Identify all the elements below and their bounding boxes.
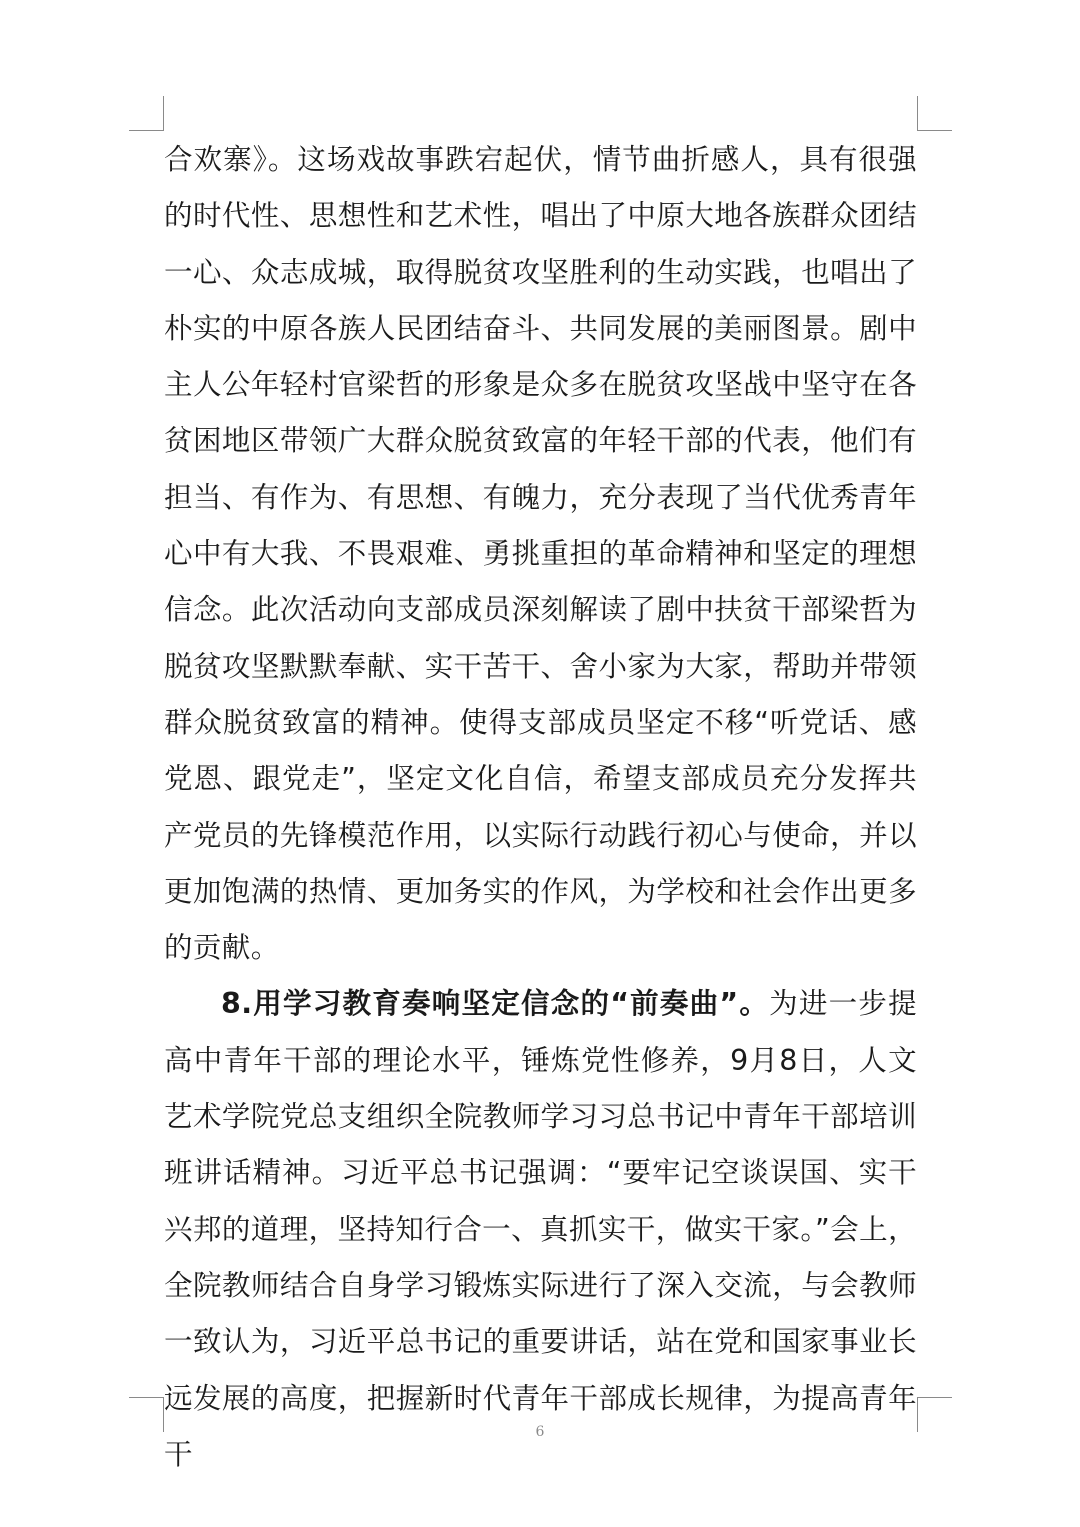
crop-mark-top-left: [129, 96, 164, 131]
crop-mark-top-right: [917, 96, 952, 131]
section-8-body: 为进一步提高中青年干部的理论水平，锤炼党性修养，9月8日，人文艺术学院党总支组织全院教师学习习总书记中青年干部培训班讲话精神。习近平总书记强调：“要牢记空谈误国、实干兴邦的道理，坚持知行合一、真抓实干，做实干家。”会上，全院教师结合自身学习锻炼实际进行了深入交流，与会教师一致认为，习近平总书记的重要讲话，站在党和国家事业长远发展的高度，把握新时代青年干部成长规律，为提高青年干: [164, 987, 917, 1471]
section-8-heading: 8.用学习教育奏响坚定信念的“前奏曲”。: [221, 987, 770, 1021]
page-number: 6: [535, 1424, 545, 1440]
paragraph-continuation: 合欢寨》。这场戏故事跌宕起伏，情节曲折感人，具有很强的时代性、思想性和艺术性，唱出了中原大地各族群众团结一心、众志成城，取得脱贫攻坚胜利的生动实践，也唱出了朴实的中原各族人民团结奋斗、共同发展的美丽图景。剧中主人公年轻村官梁哲的形象是众多在脱贫攻坚战中坚守在各贫困地区带领广大群众脱贫致富的年轻干部的代表，他们有担当、有作为、有思想、有魄力，充分表现了当代优秀青年心中有大我、不畏艰难、勇挑重担的革命精神和坚定的理想信念。此次活动向支部成员深刻解读了剧中扶贫干部梁哲为脱贫攻坚默默奉献、实干苦干、舍小家为大家，帮助并带领群众脱贫致富的精神。使得支部成员坚定不移“听党话、感党恩、跟党走”，坚定文化自信，希望支部成员充分发挥共产党员的先锋模范作用，以实际行动践行初心与使命，并以更加饱满的热情、更加务实的作风，为学校和社会作出更多的贡献。: [164, 143, 917, 965]
paragraph-section-8: [164, 976, 917, 1483]
body-text: [164, 132, 917, 1483]
